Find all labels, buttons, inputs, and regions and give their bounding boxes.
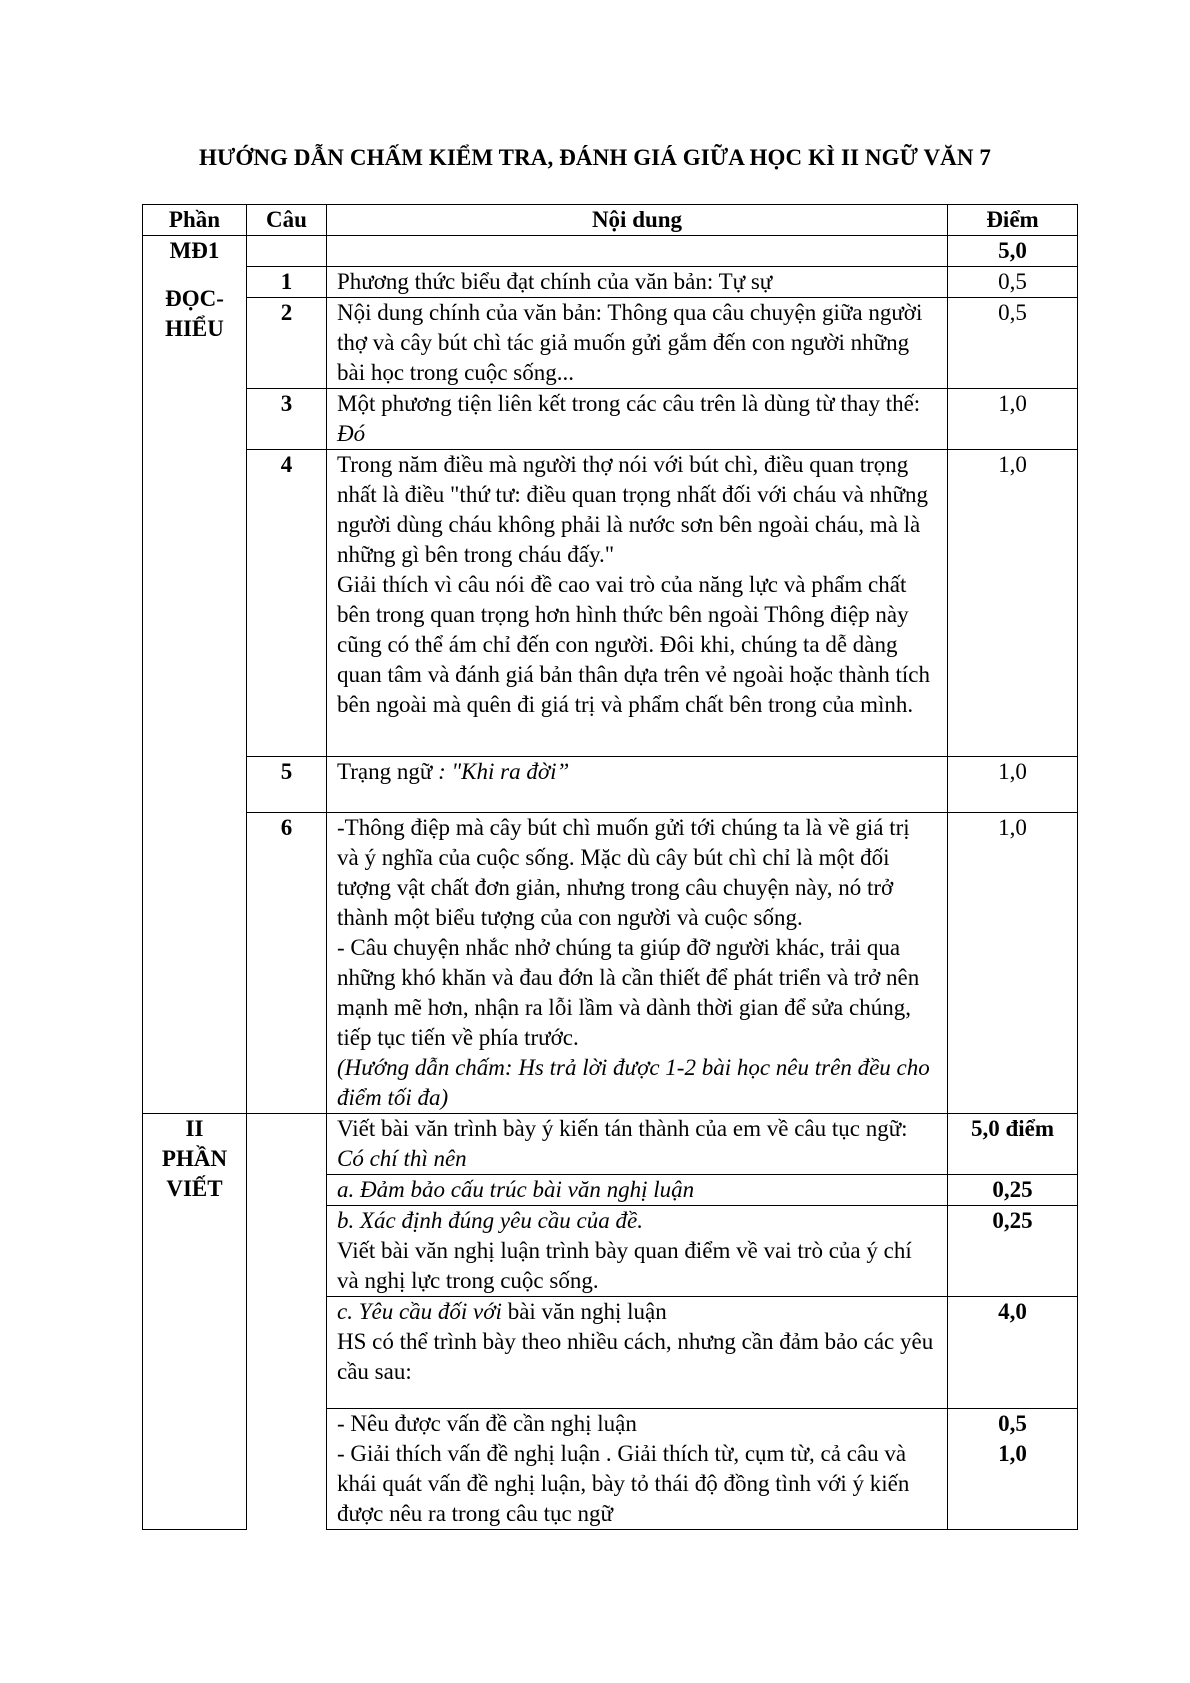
table-row: 5 Trạng ngữ : "Khi ra đời” 1,0 (143, 757, 1078, 813)
table-row: 6 -Thông điệp mà cây bút chì muốn gửi tới chúng ta là về giá trị và ý nghĩa của cuộc sống. Mặc dù cây bút chì chỉ là một đối tượng vật chất đơn giản, nhưng trong câu chuyện này, nó trở thành một biểu tượng của con người và cuộc sống. - Câu chuyện nhắc nhở chúng ta giúp đỡ người khác, trải qua những khó khăn và đau đớn là cần thiết để phát triển và trở nên mạnh mẽ hơn, nhận ra lỗi lầm và dành thời gian để sửa chúng, tiếp tục tiến về phía trước. (Hướng dẫn chấm: Hs trả lời được 1-2 bài học nêu trên đều cho điểm tối đa) 1,0 (143, 813, 1078, 1114)
part1-label: MĐ1 ĐỌC- HIỂU (143, 236, 247, 1114)
part2-label: II PHẦN VIẾT (143, 1114, 247, 1530)
header-diem: Điểm (948, 205, 1078, 236)
table-row: 3 Một phương tiện liên kết trong các câu trên là dùng từ thay thế: Đó 1,0 (143, 389, 1078, 450)
table-row: 1 Phương thức biểu đạt chính của văn bản: Tự sự 0,5 (143, 267, 1078, 298)
table-header-row (143, 205, 1078, 236)
table-row: 4 Trong năm điều mà người thợ nói với bút chì, điều quan trọng nhất là điều "thứ tư: điều quan trọng nhất đối với cháu và những người dùng cháu không phải là nước sơn bên ngoài cháu, mà là những gì bên trong cháu đấy." Giải thích vì câu nói đề cao vai trò của năng lực và phẩm chất bên trong quan trọng hơn hình thức bên ngoài Thông điệp này cũng có thể ám chỉ đến con người. Đôi khi, chúng ta dễ dàng quan tâm và đánh giá bản thân dựa trên vẻ ngoài hoặc thành tích bên ngoài mà quên đi giá trị và phẩm chất bên trong của mình. 1,0 (143, 450, 1078, 757)
grading-table (142, 204, 1078, 1530)
header-cau: Câu (247, 205, 327, 236)
table-row: 2 Nội dung chính của văn bản: Thông qua câu chuyện giữa người thợ và cây bút chì tác giả muốn gửi gắm đến con người những bài học trong cuộc sống... 0,5 (143, 298, 1078, 389)
table-row: - Nêu được vấn đề cần nghị luận - Giải thích vấn đề nghị luận . Giải thích từ, cụm từ, cả câu và khái quát vấn đề nghị luận, bày tỏ thái độ đồng tình với ý kiến được nêu ra trong câu tục ngữ 0,5 1,0 (143, 1409, 1078, 1530)
table-row: c. Yêu cầu đối với bài văn nghị luận HS có thể trình bày theo nhiều cách, nhưng cần đảm bảo các yêu cầu sau: 4,0 (143, 1297, 1078, 1409)
table-row: II PHẦN VIẾT Viết bài văn trình bày ý kiến tán thành của em về câu tục ngữ: Có chí thì nên 5,0 điểm (143, 1114, 1078, 1175)
table-row: a. Đảm bảo cấu trúc bài văn nghị luận 0,25 (143, 1175, 1078, 1206)
part1-total: 5,0 (948, 236, 1078, 267)
header-noi-dung: Nội dung (327, 205, 948, 236)
header-phan: Phần (143, 205, 247, 236)
table-row: b. Xác định đúng yêu cầu của đề. Viết bài văn nghị luận trình bày quan điểm về vai trò của ý chí và nghị lực trong cuộc sống. 0,25 (143, 1206, 1078, 1297)
page-title: HƯỚNG DẪN CHẤM KIỂM TRA, ĐÁNH GIÁ GIỮA HỌC KÌ II NGỮ VĂN 7 (198, 145, 992, 170)
table-row (143, 236, 1078, 267)
